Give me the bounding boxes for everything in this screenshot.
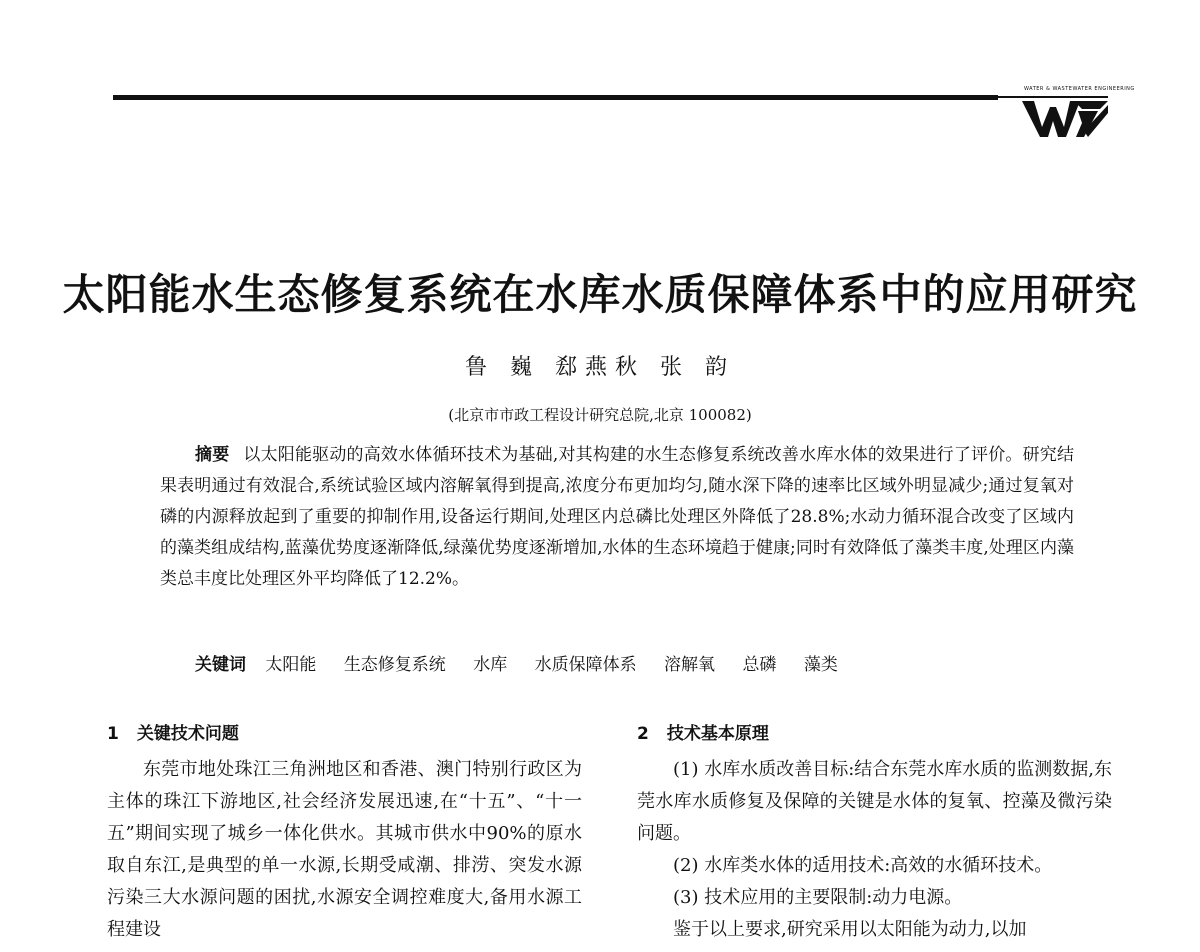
abstract-label: 摘要 (195, 445, 230, 465)
section-title: 技术基本原理 (666, 724, 769, 744)
keyword: 生态修复系统 (343, 655, 446, 675)
keyword: 溶解氧 (664, 655, 716, 675)
body-paragraph: 鉴于以上要求,研究采用以太阳能为动力,以加 (673, 919, 1027, 940)
section-number: 2 (637, 724, 649, 744)
journal-logo-icon (1022, 101, 1108, 137)
body-paragraph: (2) 水库类水体的适用技术:高效的水循环技术。 (673, 855, 1053, 876)
keyword: 总磷 (742, 655, 777, 675)
keywords (195, 650, 1075, 681)
abstract (160, 440, 1074, 595)
header-rule-thin (998, 96, 1108, 98)
section-number: 1 (107, 724, 119, 744)
section-heading (107, 718, 582, 750)
keyword: 水库 (473, 655, 508, 675)
header-rule (113, 95, 998, 100)
affiliation: (北京市市政工程设计研究总院,北京 100082) (448, 406, 752, 424)
section-title: 关键技术问题 (136, 724, 239, 744)
paper-title: 太阳能水生态修复系统在水库水质保障体系中的应用研究 (62, 270, 1138, 319)
body-paragraph: (1) 水库水质改善目标:结合东莞水库水质的监测数据,东莞水库水质修复及保障的关键是水体的复氧、控藻及微污染问题。 (637, 759, 1113, 844)
right-column (637, 718, 1112, 946)
body-paragraph: 东莞市地处珠江三角洲地区和香港、澳门特别行政区为主体的珠江下游地区,社会经济发展迅速,在“十五”、“十一五”期间实现了城乡一体化供水。其城市供水中90%的原水取自东江,是典型的单一水源,长期受咸潮、排涝、突发水源污染三大水源问题的困扰,水源安全调控难度大,备用水源工程建设 (107, 759, 582, 940)
body-paragraph: (3) 技术应用的主要限制:动力电源。 (673, 887, 963, 908)
abstract-text: 以太阳能驱动的高效水体循环技术为基础,对其构建的水生态修复系统改善水库水体的效果进行了评价。研究结果表明通过有效混合,系统试验区域内溶解氧得到提高,浓度分布更加均匀,随水深下降的速率比区域外明显减少;通过复氧对磷的内源释放起到了重要的抑制作用,设备运行期间,处理区内总磷比处理区外降低了28.8%;水动力循环混合改变了区域内的藻类组成结构,蓝藻优势度逐渐降低,绿藻优势度逐渐增加,水体的生态环境趋于健康;同时有效降低了藻类丰度,处理区内藻类总丰度比处理区外平均降低了12.2%。 (160, 445, 1075, 589)
journal-mark: WATER & WASTEWATER ENGINEERING (1024, 86, 1135, 92)
section-heading (637, 718, 1112, 750)
keywords-label: 关键词 (195, 655, 246, 675)
left-column (107, 718, 582, 946)
keyword: 藻类 (803, 655, 838, 675)
keyword: 太阳能 (265, 655, 317, 675)
keyword: 水质保障体系 (534, 655, 637, 675)
authors: 鲁 巍 郄燕秋 张 韵 (465, 355, 735, 380)
